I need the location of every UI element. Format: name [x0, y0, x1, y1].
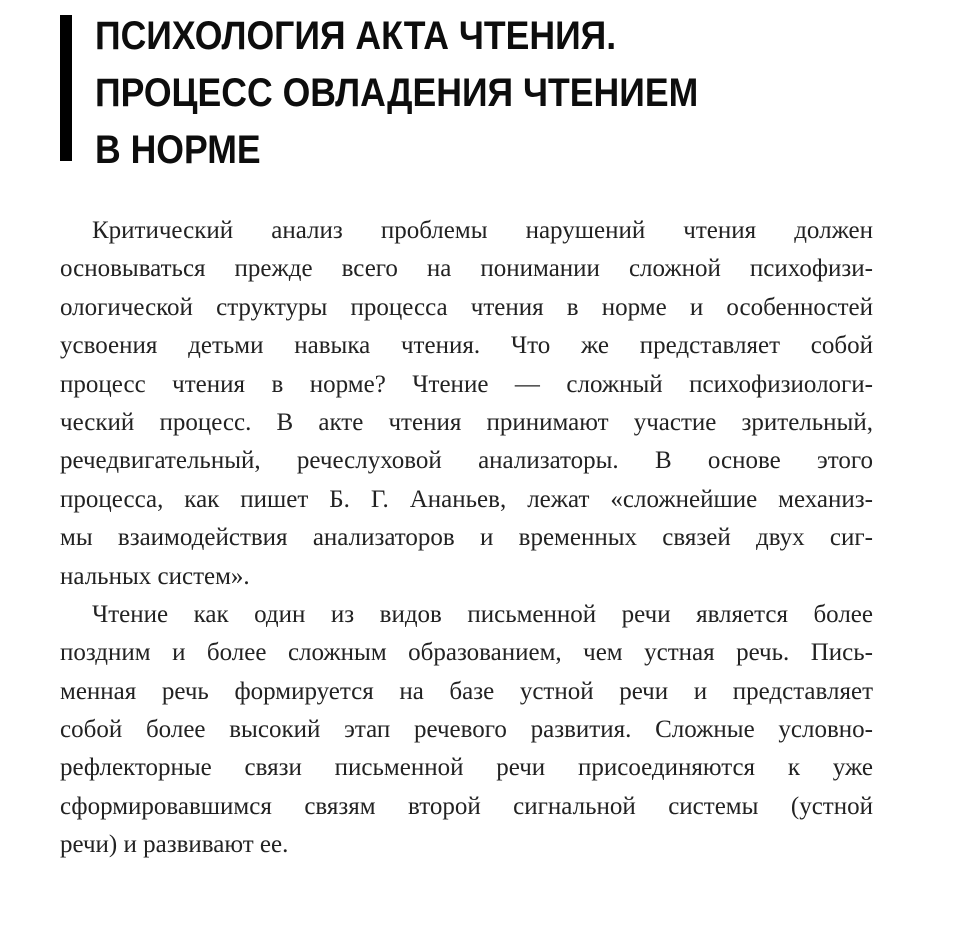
paragraph — [60, 596, 873, 865]
heading-line: В НОРМЕ — [95, 128, 261, 172]
text-line: сформировавшимся связям второй сигнальной системы (устной — [60, 792, 873, 820]
text-line: собой более высокий этап речевого развития. Сложные условно- — [60, 716, 873, 744]
heading-line: ПСИХОЛОГИЯ АКТА ЧТЕНИЯ. — [95, 14, 617, 58]
text-line: мы взаимодействия анализаторов и временных связей двух сиг- — [60, 524, 873, 552]
chapter-heading — [95, 8, 698, 179]
paragraph — [60, 212, 873, 596]
body-text — [60, 212, 873, 865]
heading-accent-bar — [60, 15, 72, 161]
text-line: рефлекторные связи письменной речи присоединяются к уже — [60, 754, 873, 782]
text-line: менная речь формируется на базе устной речи и представляет — [60, 677, 873, 705]
text-line: процесс чтения в норме? Чтение — сложный психофизиологи- — [60, 370, 873, 398]
text-line: Чтение как один из видов письменной речи является более — [92, 600, 873, 628]
text-line: ологической структуры процесса чтения в норме и особенностей — [60, 293, 873, 321]
text-line: основываться прежде всего на понимании сложной психофизи- — [60, 255, 873, 283]
text-line: поздним и более сложным образованием, чем устная речь. Пись- — [60, 639, 873, 667]
text-line: речедвигательный, речеслуховой анализаторы. В основе этого — [60, 447, 873, 475]
text-line: речи) и развивают ее. — [60, 831, 289, 859]
text-line: нальных систем». — [60, 562, 250, 590]
heading-line: ПРОЦЕСС ОВЛАДЕНИЯ ЧТЕНИЕМ — [95, 71, 699, 115]
text-line: Критический анализ проблемы нарушений чтения должен — [92, 217, 873, 244]
text-line: процесса, как пишет Б. Г. Ананьев, лежат «сложнейшие механиз- — [60, 485, 873, 513]
text-line: ческий процесс. В акте чтения принимают участие зрительный, — [60, 408, 873, 436]
text-line: усвоения детьми навыка чтения. Что же представляет собой — [60, 332, 873, 360]
